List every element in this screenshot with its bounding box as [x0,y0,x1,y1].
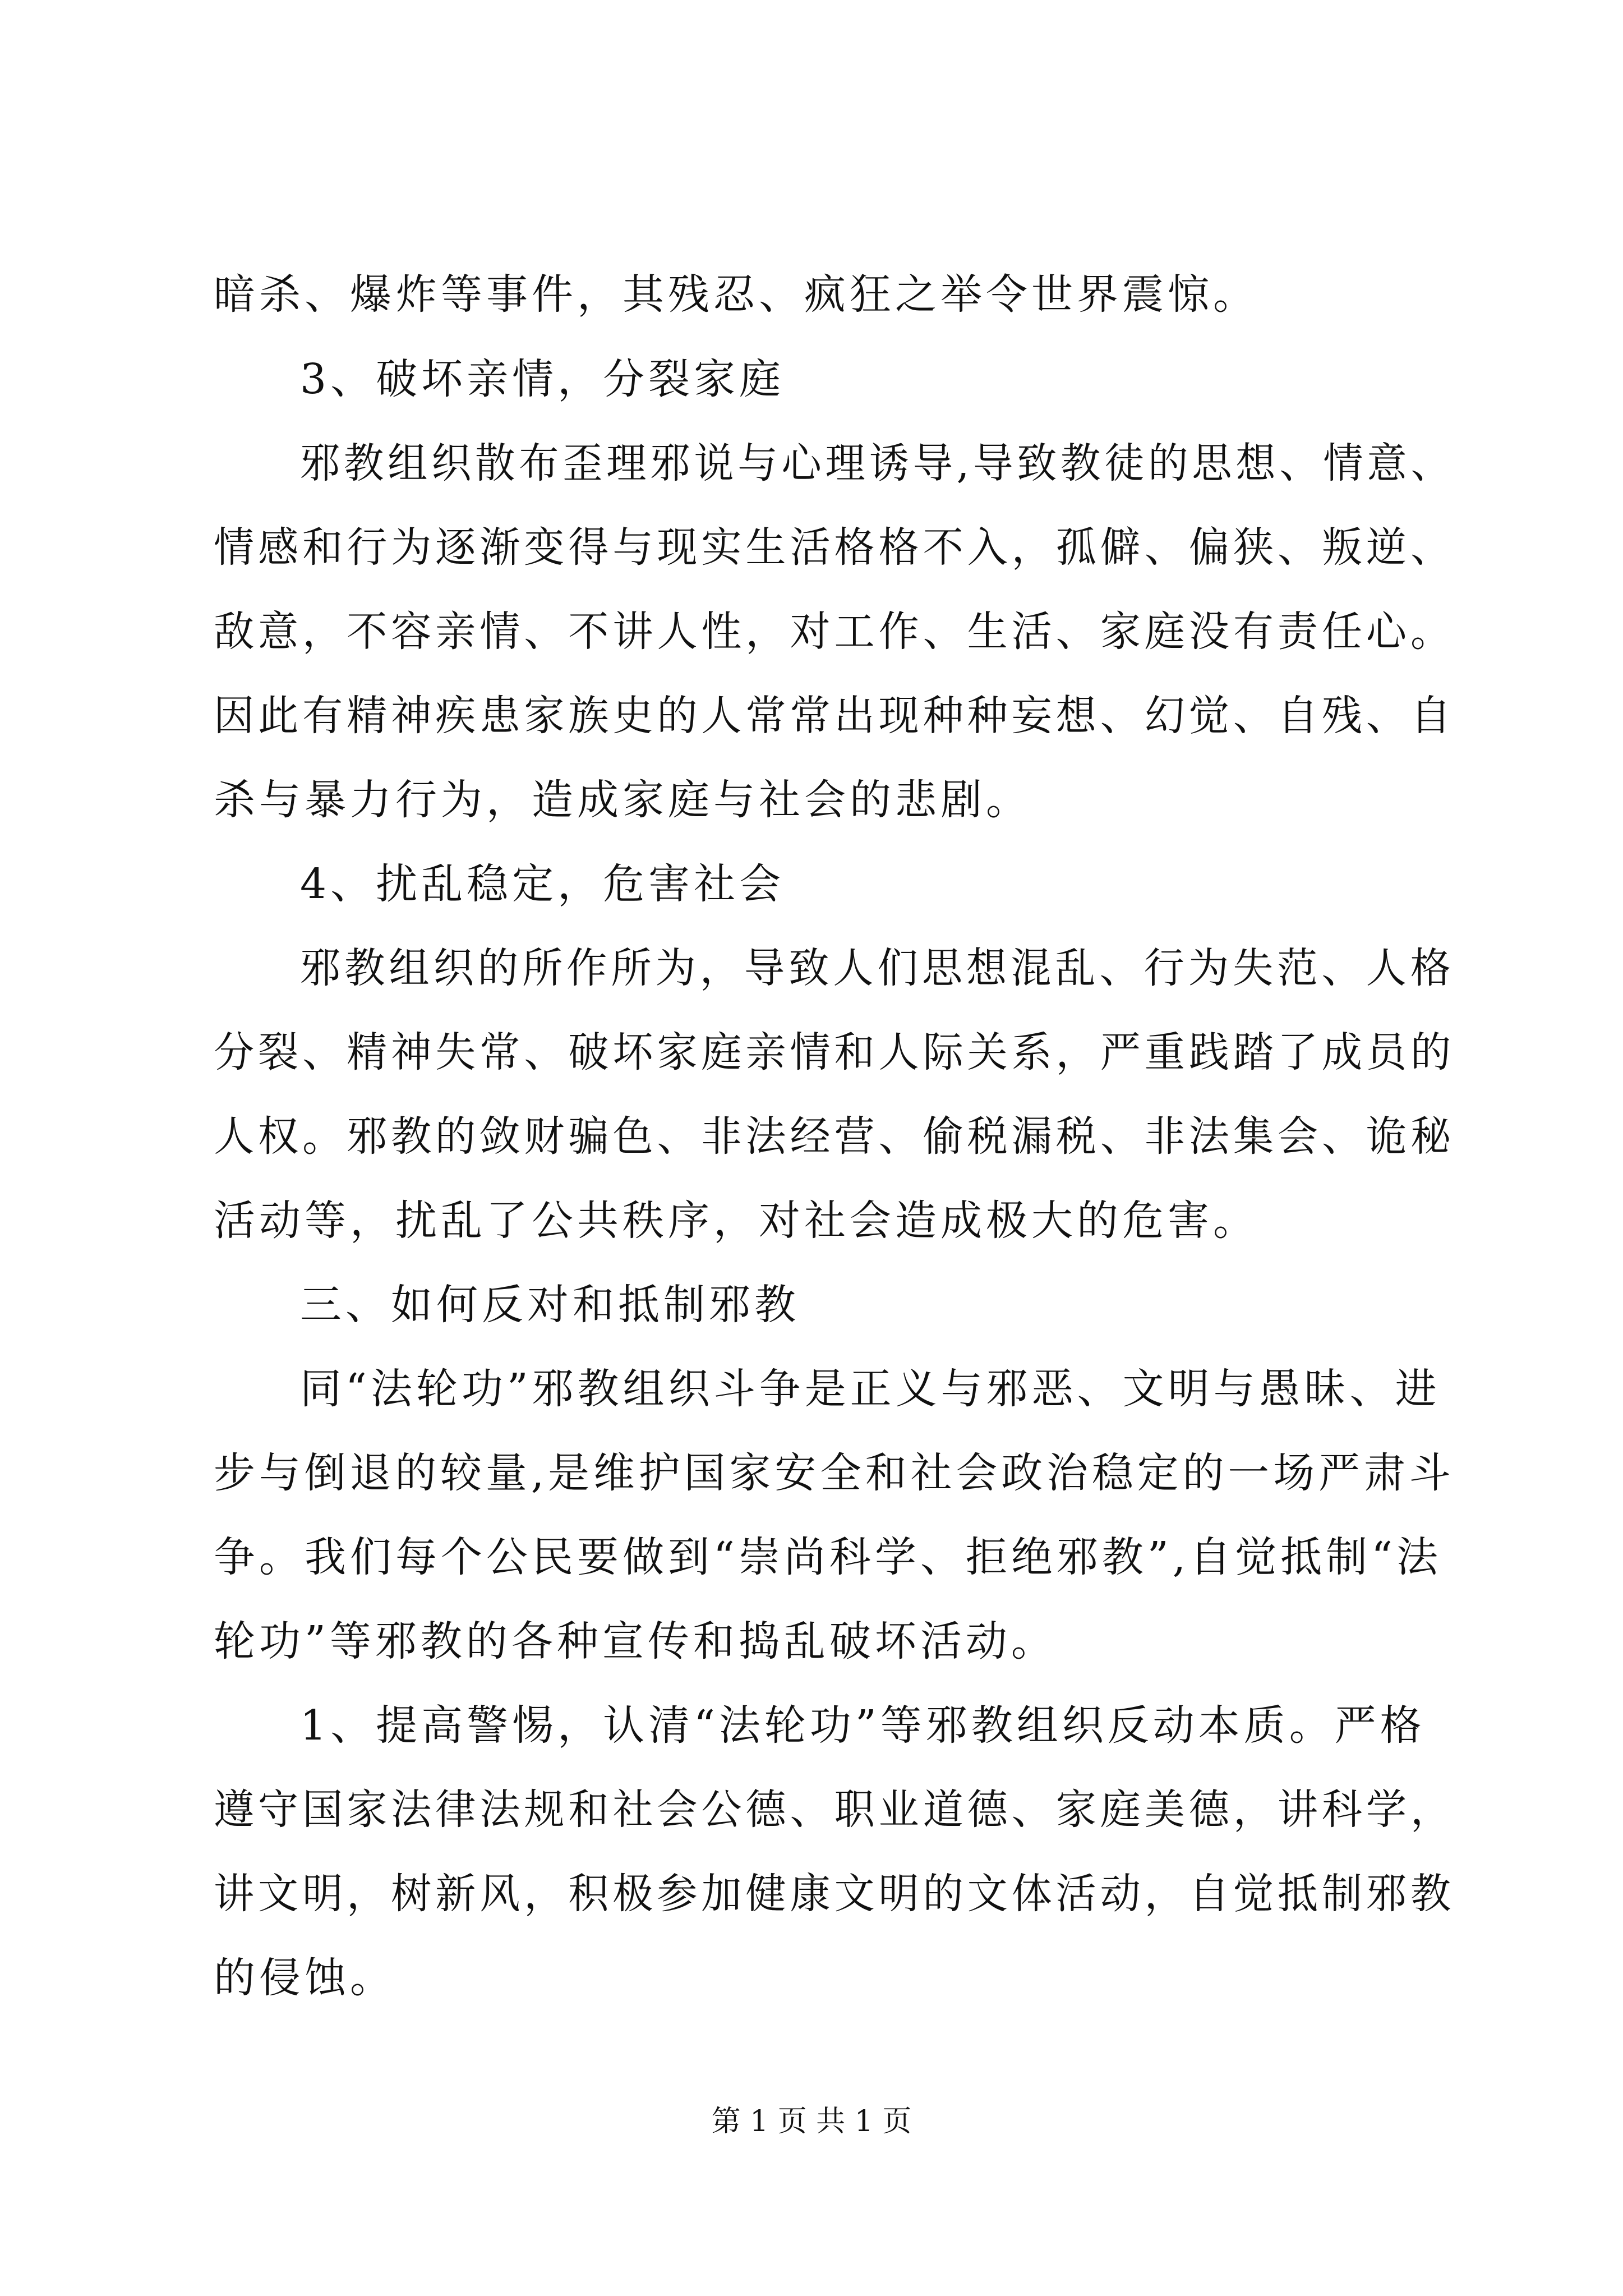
text-line: 轮功”等邪教的各种宣传和捣乱破坏活动。 [214,1617,1057,1665]
text-line: 杀与暴力行为，造成家庭与社会的悲剧。 [214,776,1031,824]
text-line: 人权。邪教的敛财骗色、非法经营、偷税漏税、非法集会、诡秘 [214,1112,1455,1161]
section-heading: 三、如何反对和抵制邪教 [300,1281,800,1329]
section-heading: 4、扰乱稳定，危害社会 [300,860,785,908]
text-line: 敌意，不容亲情、不讲人性，对工作、生活、家庭没有责任心。 [214,608,1455,656]
text-line: 邪教组织散布歪理邪说与心理诱导,导致教徒的思想、情意、 [300,439,1455,487]
text-line: 1、提高警惕，认清“法轮功”等邪教组织反动本质。严格 [300,1701,1426,1750]
text-line: 步与倒退的较量,是维护国家安全和社会政治稳定的一场严肃斗 [214,1449,1455,1497]
text-line: 同“法轮功”邪教组织斗争是正义与邪恶、文明与愚昧、进 [300,1365,1441,1413]
page-number-footer: 第 1 页 共 1 页 [711,2105,912,2138]
text-line: 活动等，扰乱了公共秩序，对社会造成极大的危害。 [214,1197,1258,1245]
text-line: 情感和行为逐渐变得与现实生活格格不入，孤僻、偏狭、叛逆、 [214,523,1455,572]
text-line: 讲文明，树新风，积极参加健康文明的文体活动，自觉抵制邪教 [214,1870,1455,1918]
text-line: 的侵蚀。 [214,1954,395,2002]
text-line: 邪教组织的所作所为，导致人们思想混乱、行为失范、人格 [300,944,1455,992]
text-line: 暗杀、爆炸等事件，其残忍、疯狂之举令世界震惊。 [214,270,1258,319]
text-line: 遵守国家法律法规和社会公德、职业道德、家庭美德，讲科学， [214,1786,1455,1834]
text-line: 分裂、精神失常、破坏家庭亲情和人际关系，严重践踏了成员的 [214,1028,1455,1076]
text-line: 因此有精神疾患家族史的人常常出现种种妄想、幻觉、自残、自 [214,692,1455,740]
text-line: 争。我们每个公民要做到“崇尚科学、拒绝邪教”,自觉抵制“法 [214,1533,1442,1581]
section-heading: 3、破坏亲情，分裂家庭 [300,355,785,403]
